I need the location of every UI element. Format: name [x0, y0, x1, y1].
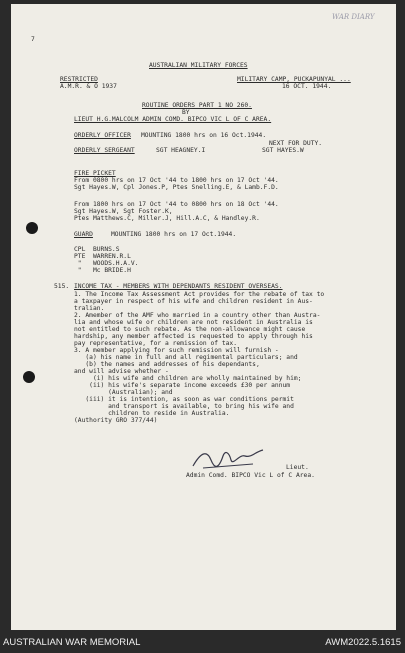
orderly-sergeant-next: SGT HAYES.W: [262, 147, 304, 154]
page-number: 7: [31, 36, 35, 43]
guard-member: PTE WARREN.R.L: [74, 253, 131, 260]
fire-picket-line: From 1800 hrs on 17 Oct '44 to 0800 hrs on 18 Oct '44.: [74, 201, 279, 208]
item-line: (ii) his wife's separate income exceeds £30 per annum: [74, 382, 291, 389]
item-line: and transport is available, to bring his wife and: [74, 403, 294, 410]
document-page: [11, 4, 396, 630]
item-line: a taxpayer in respect of his wife and children resident in Aus-: [74, 298, 313, 305]
guard-member: " Mc BRIDE.H: [74, 267, 131, 274]
item-line: (a) his name in full and all regimental particulars; and: [74, 354, 298, 361]
classification: RESTRICTED: [60, 76, 98, 83]
orderly-sergeant-name: SGT HEAGNEY.I: [156, 147, 206, 154]
fire-picket-line: Ptes Matthews.C, Miller.J, Hill.A.C, & Handley.R.: [74, 215, 260, 222]
signature-appointment: Admin Comd. BIPCO Vic L of C Area.: [186, 472, 315, 479]
fire-picket-line: From 0800 hrs on 17 Oct '44 to 1800 hrs on 17 Oct '44.: [74, 177, 279, 184]
signature-rank: Lieut.: [286, 464, 309, 471]
item-line: hardship, any member affected is requested to apply through his: [74, 333, 313, 340]
item-line: 1. The Income Tax Assessment Act provides for the rebate of tax to: [74, 291, 325, 298]
item-line: (i) his wife and children are wholly maintained by him;: [74, 375, 302, 382]
item-line: lia and whose wife or children are not resident in Australia is: [74, 319, 313, 326]
item-line: and will advise whether -: [74, 368, 169, 375]
doc-date: 16 OCT. 1944.: [282, 83, 332, 90]
item-line: pay representative, for a remission of tax.: [74, 340, 238, 347]
next-for-duty-label: NEXT FOR DUTY.: [269, 140, 323, 147]
location: MILITARY CAMP, PUCKAPUNYAL ...: [237, 76, 351, 83]
orders-title: ROUTINE ORDERS PART 1 NO 260.: [142, 102, 252, 109]
org-heading: AUSTRALIAN MILITARY FORCES: [149, 62, 248, 69]
item-line: (Australian); and: [74, 389, 173, 396]
caption-right: AWM2022.5.1615: [325, 637, 401, 648]
guard-text: MOUNTING 1800 hrs on 17 Oct.1944.: [111, 231, 237, 238]
orderly-sergeant-label: ORDERLY SERGEANT: [74, 147, 135, 154]
item-line: (Authority GRO 377/44): [74, 417, 158, 424]
orderly-officer-text: MOUNTING 1800 hrs on 16 Oct.1944.: [141, 132, 267, 139]
item-line: 2. Amember of the AMF who married in a country other than Austra-: [74, 312, 321, 319]
fire-picket-heading: FIRE PICKET: [74, 170, 116, 177]
pencil-note: WAR DIARY: [332, 13, 375, 21]
caption-left: AUSTRALIAN WAR MEMORIAL: [3, 637, 141, 648]
caption-bar: [0, 630, 405, 653]
item-line: (b) the names and addresses of his dependants,: [74, 361, 260, 368]
orders-by: BY: [182, 109, 190, 116]
guard-heading: GUARD: [74, 231, 93, 238]
punch-hole-top: [26, 222, 38, 234]
item-line: 3. A member applying for such remission will furnish -: [74, 347, 279, 354]
item-line: not entitled to such rebate. As the non-allowance might cause: [74, 326, 306, 333]
item-line: tralian.: [74, 305, 105, 312]
fire-picket-line: Sgt Hayes.W, Sgt Foster.K,: [74, 208, 173, 215]
handwritten-signature: [189, 446, 267, 472]
reference: A.M.R. & O 1937: [60, 83, 117, 90]
guard-member: CPL BURNS.S: [74, 246, 120, 253]
item-line: children to reside in Australia.: [74, 410, 230, 417]
item-line: (iii) it is intention, as soon as war conditions permit: [74, 396, 294, 403]
punch-hole-bottom: [23, 371, 35, 383]
item-heading: INCOME TAX - MEMBERS WITH DEPENDANTS RESIDENT OVERSEAS.: [74, 283, 283, 290]
item-number: 515.: [54, 283, 70, 290]
fire-picket-line: Sgt Hayes.W, Cpl Jones.P, Ptes Snelling.E, & Lamb.F.D.: [74, 184, 279, 191]
guard-member: " WOODS.H.A.V.: [74, 260, 139, 267]
orderly-officer-label: ORDERLY OFFICER: [74, 132, 131, 139]
orders-authority: LIEUT H.G.MALCOLM ADMIN COMD. BIPCO VIC L OF C AREA.: [74, 116, 272, 123]
